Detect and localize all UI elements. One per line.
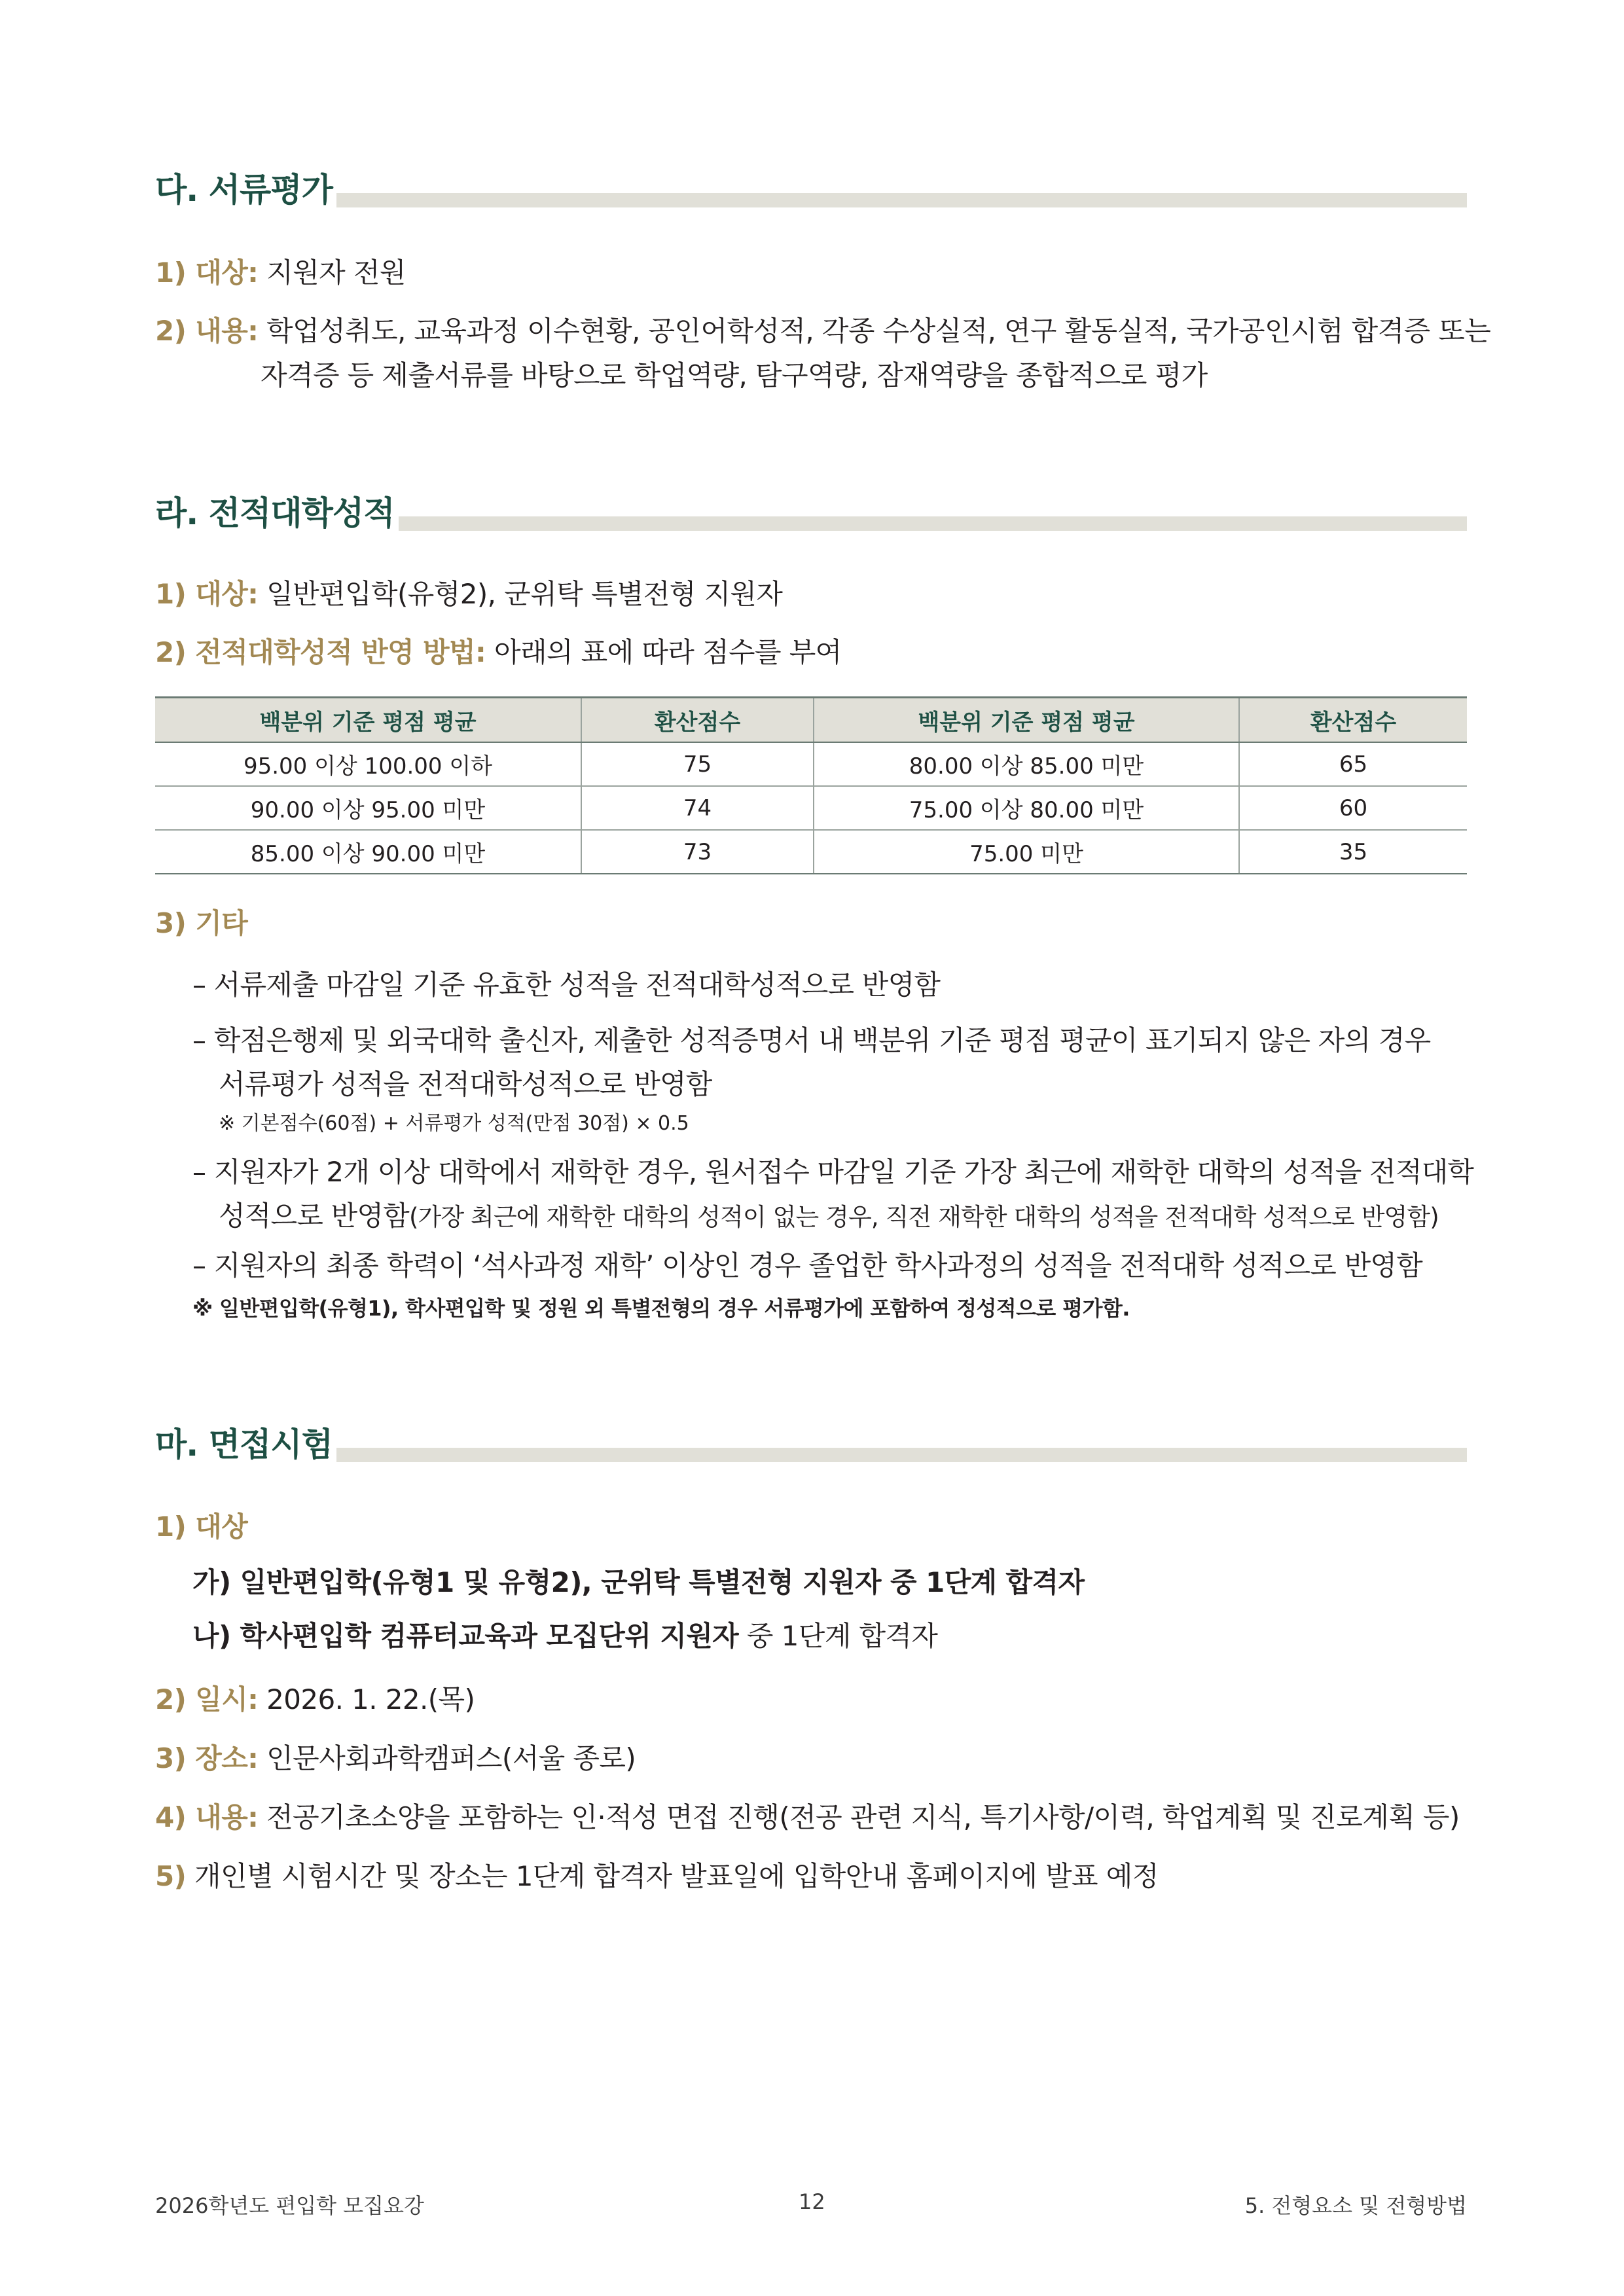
bullet-item: – 지원자의 최종 학력이 ‘석사과정 재학’ 이상인 경우 졸업한 학사과정의 성적을 전적대학 성적으로 반영함	[192, 1249, 1422, 1282]
heading-underline-bar	[155, 193, 1467, 207]
item-label: 1) 대상:	[155, 257, 259, 289]
item-label: 2) 일시:	[155, 1683, 259, 1715]
ra-item-1	[155, 576, 782, 613]
table-header-cell: 백분위 기준 평점 평균	[155, 698, 581, 743]
table-cell: 75.00 미만	[814, 830, 1239, 874]
table-cell: 75	[581, 742, 814, 786]
table-header-cell: 백분위 기준 평점 평균	[814, 698, 1239, 743]
ra-item-2	[155, 634, 842, 671]
section-title: 라. 전적대학성적	[155, 493, 399, 533]
item-text: 인문사회과학캠퍼스(서울 종로)	[266, 1742, 636, 1774]
bullet-item-continuation	[219, 1198, 1439, 1236]
grade-conversion-table	[155, 696, 1467, 874]
table-cell: 60	[1239, 786, 1467, 830]
section-heading-ra	[155, 489, 1467, 539]
bullet-item: – 지원자가 2개 이상 대학에서 재학한 경우, 원서접수 마감일 기준 가장 최근에 재학한 대학의 성적을 전적대학	[192, 1156, 1474, 1188]
item-label: 5)	[155, 1860, 187, 1892]
table-row	[155, 742, 1467, 786]
heading-underline-bar	[155, 1448, 1467, 1462]
table-cell: 75.00 이상 80.00 미만	[814, 786, 1239, 830]
footer-chapter-title: 5. 전형요소 및 전형방법	[1244, 2193, 1467, 2218]
table-cell: 95.00 이상 100.00 이하	[155, 742, 581, 786]
table-cell: 74	[581, 786, 814, 830]
item-text: 전공기초소양을 포함하는 인·적성 면접 진행(전공 관련 지식, 특기사항/이력, 학업계획 및 진로계획 등)	[266, 1801, 1460, 1833]
table-cell: 65	[1239, 742, 1467, 786]
da-item-2-continuation: 자격증 등 제출서류를 바탕으로 학업역량, 탐구역량, 잠재역량을 종합적으로 평가	[261, 359, 1208, 391]
continuation-main: 성적으로 반영함	[219, 1200, 409, 1232]
table-header-cell: 환산점수	[581, 698, 814, 743]
item-label: 4) 내용:	[155, 1801, 259, 1833]
item-label: 1) 대상	[155, 1511, 248, 1543]
ma-item-5	[155, 1858, 1159, 1895]
ra-item-3	[155, 905, 247, 942]
ma-sub-item-ga: 가) 일반편입학(유형1 및 유형2), 군위탁 특별전형 지원자 중 1단계 합격자	[192, 1566, 1085, 1598]
item-label: 2) 내용:	[155, 315, 259, 347]
footer-page-number: 12	[799, 2189, 825, 2214]
ma-item-3	[155, 1740, 636, 1777]
table-cell: 35	[1239, 830, 1467, 874]
bullet-item-continuation: 서류평가 성적을 전적대학성적으로 반영함	[219, 1068, 712, 1100]
item-text: 개인별 시험시간 및 장소는 1단계 합격자 발표일에 입학안내 홈페이지에 발표 예정	[194, 1860, 1159, 1892]
item-label: 3) 기타	[155, 907, 248, 939]
item-text: 아래의 표에 따라 점수를 부여	[494, 636, 842, 668]
section-heading-da	[155, 166, 1467, 215]
item-text: 일반편입학(유형2), 군위탁 특별전형 지원자	[266, 578, 783, 610]
item-text: 학업성취도, 교육과정 이수현황, 공인어학성적, 각종 수상실적, 연구 활동실적, 국가공인시험 합격증 또는	[266, 315, 1491, 347]
ma-sub-item-na	[192, 1618, 937, 1655]
ma-item-4	[155, 1799, 1460, 1836]
table-cell: 85.00 이상 90.00 미만	[155, 830, 581, 874]
item-text: 2026. 1. 22.(목)	[266, 1683, 475, 1715]
bullet-item: – 서류제출 마감일 기준 유효한 성적을 전적대학성적으로 반영함	[192, 969, 941, 1001]
da-item-1	[155, 255, 406, 291]
table-cell: 73	[581, 830, 814, 874]
table-header-cell: 환산점수	[1239, 698, 1467, 743]
item-label: 3) 장소:	[155, 1742, 259, 1774]
ma-item-1	[155, 1509, 247, 1545]
footer-document-title: 2026학년도 편입학 모집요강	[155, 2193, 424, 2218]
item-label: 2) 전적대학성적 반영 방법:	[155, 636, 486, 668]
table-cell: 90.00 이상 95.00 미만	[155, 786, 581, 830]
sub-item-rest: 중 1단계 합격자	[738, 1620, 938, 1652]
table-header-row	[155, 698, 1467, 743]
table-row	[155, 830, 1467, 874]
section-title: 다. 서류평가	[155, 170, 336, 210]
evaluation-note: ※ 일반편입학(유형1), 학사편입학 및 정원 외 특별전형의 경우 서류평가에 포함하여 정성적으로 평가함.	[192, 1296, 1130, 1321]
section-heading-ma	[155, 1420, 1467, 1470]
ma-item-2	[155, 1681, 475, 1718]
continuation-parenthetical: (가장 최근에 재학한 대학의 성적이 없는 경우, 직전 재학한 대학의 성적을 전적대학 성적으로 반영함)	[408, 1203, 1439, 1231]
item-label: 1) 대상:	[155, 578, 259, 610]
item-text: 지원자 전원	[266, 257, 406, 289]
da-item-2	[155, 313, 1490, 350]
bullet-item: – 학점은행제 및 외국대학 출신자, 제출한 성적증명서 내 백분위 기준 평점 평균이 표기되지 않은 자의 경우	[192, 1024, 1431, 1056]
sub-item-bold: 나) 학사편입학 컴퓨터교육과 모집단위 지원자	[192, 1620, 739, 1652]
section-title: 마. 면접시험	[155, 1424, 336, 1465]
table-cell: 80.00 이상 85.00 미만	[814, 742, 1239, 786]
table-row	[155, 786, 1467, 830]
score-formula: ※ 기본점수(60점) + 서류평가 성적(만점 30점) × 0.5	[219, 1112, 689, 1135]
